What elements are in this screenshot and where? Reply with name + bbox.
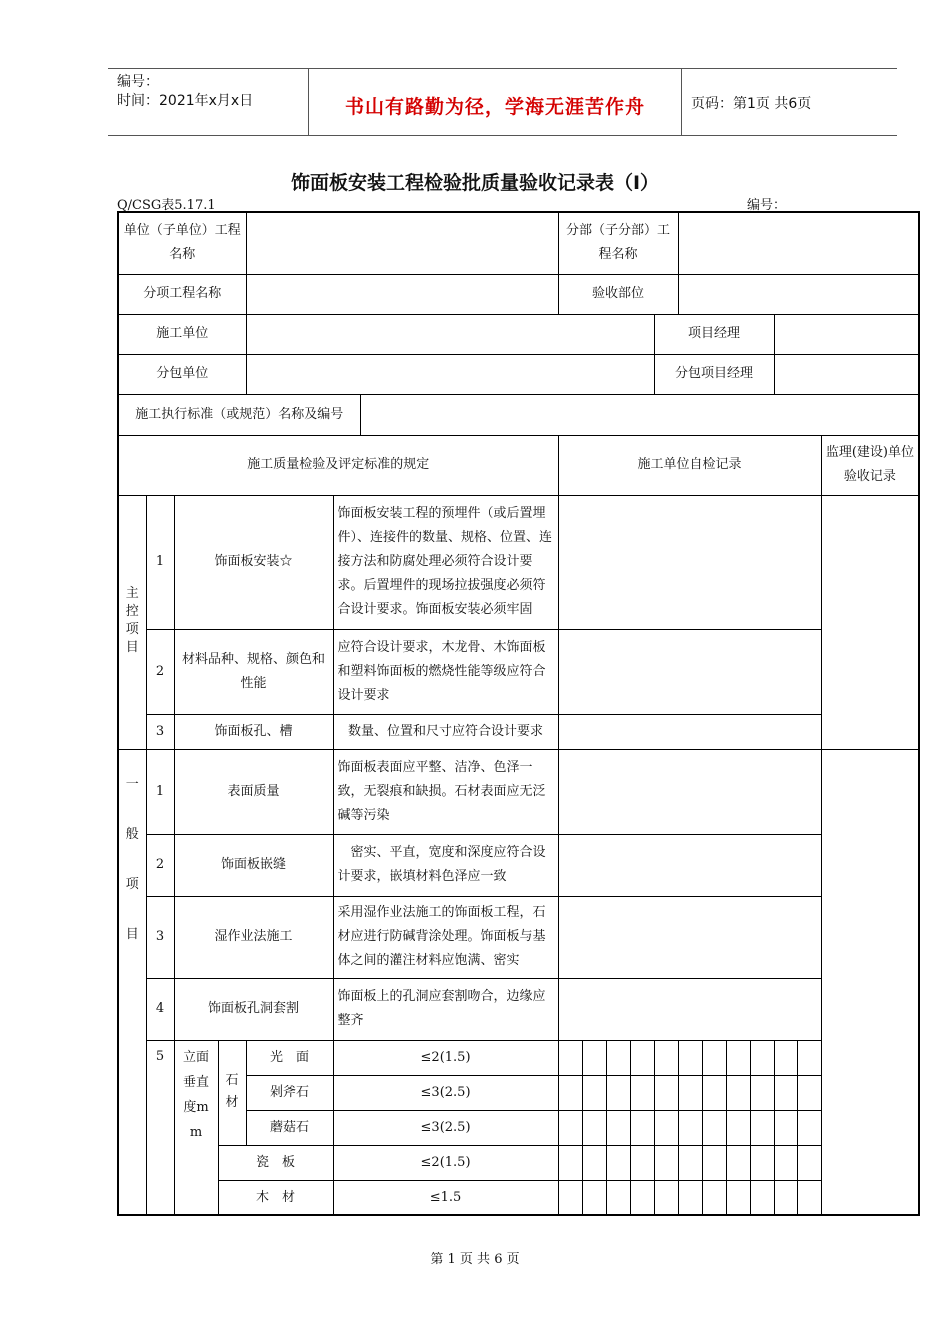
measure-cell[interactable]	[630, 1075, 654, 1110]
item-number: 3	[146, 896, 174, 978]
measure-cell[interactable]	[630, 1040, 654, 1075]
sub-pm-value[interactable]	[774, 354, 919, 394]
tolerance-limit: ≤3(2.5)	[333, 1075, 558, 1110]
item-number: 1	[146, 749, 174, 834]
header-top-rule	[108, 68, 897, 69]
supervisor-header: 监理(建设)单位验收记录	[821, 435, 919, 495]
measure-cell[interactable]	[774, 1110, 797, 1145]
measure-cell[interactable]	[654, 1180, 678, 1215]
self-check-cell[interactable]	[558, 749, 821, 834]
measure-cell[interactable]	[558, 1110, 582, 1145]
measure-cell[interactable]	[606, 1110, 630, 1145]
form-code: Q/CSG表5.17.1	[117, 198, 216, 213]
measure-cell[interactable]	[750, 1145, 774, 1180]
measure-cell[interactable]	[774, 1180, 797, 1215]
measure-cell[interactable]	[797, 1040, 821, 1075]
measure-cell[interactable]	[702, 1075, 726, 1110]
item-name-value[interactable]	[246, 274, 558, 314]
self-check-cell[interactable]	[558, 629, 821, 714]
accept-part-label: 验收部位	[558, 274, 678, 314]
main-items-label: 主控项目	[118, 495, 146, 749]
measure-cell[interactable]	[678, 1145, 702, 1180]
measure-cell[interactable]	[726, 1110, 750, 1145]
measure-cell[interactable]	[774, 1040, 797, 1075]
self-check-cell[interactable]	[558, 896, 821, 978]
measure-cell[interactable]	[750, 1180, 774, 1215]
item-requirement: 饰面板表面应平整、洁净、色泽一致，无裂痕和缺损。石材表面应无泛碱等污染	[333, 749, 558, 834]
supervisor-cell[interactable]	[821, 749, 919, 1215]
measure-cell[interactable]	[726, 1040, 750, 1075]
measure-cell[interactable]	[582, 1180, 606, 1215]
tolerance-label: 木 材	[218, 1180, 333, 1215]
self-check-cell[interactable]	[558, 714, 821, 749]
header-bottom-rule	[108, 135, 897, 136]
page-info: 页码：第1页 共6页	[691, 96, 812, 112]
measure-cell[interactable]	[678, 1075, 702, 1110]
item-name-label: 分项工程名称	[118, 274, 246, 314]
item-number: 2	[146, 629, 174, 714]
measure-cell[interactable]	[654, 1110, 678, 1145]
item-requirement: 密实、平直，宽度和深度应符合设计要求，嵌填材料色泽应一致	[333, 834, 558, 896]
pm-value[interactable]	[774, 314, 919, 354]
measure-cell[interactable]	[726, 1075, 750, 1110]
verticality-label: 立面垂直度mm	[174, 1040, 218, 1215]
item-name: 饰面板孔、槽	[174, 714, 333, 749]
measure-cell[interactable]	[678, 1110, 702, 1145]
measure-cell[interactable]	[606, 1040, 630, 1075]
general-items-label: 一般项目	[118, 749, 146, 1215]
self-check-cell[interactable]	[558, 495, 821, 629]
item-name: 湿作业法施工	[174, 896, 333, 978]
subcontractor-label: 分包单位	[118, 354, 246, 394]
measure-cell[interactable]	[726, 1180, 750, 1215]
item-number: 4	[146, 978, 174, 1040]
item-number: 1	[146, 495, 174, 629]
self-check-header: 施工单位自检记录	[558, 435, 821, 495]
sub-name-label: 分部（子分部）工程名称	[558, 212, 678, 274]
measure-cell[interactable]	[558, 1180, 582, 1215]
measure-cell[interactable]	[774, 1075, 797, 1110]
tolerance-label: 瓷 板	[218, 1145, 333, 1180]
measure-cell[interactable]	[797, 1145, 821, 1180]
item-requirement: 饰面板上的孔洞应套割吻合，边缘应整齐	[333, 978, 558, 1040]
measure-cell[interactable]	[702, 1145, 726, 1180]
subcontractor-value[interactable]	[246, 354, 654, 394]
measure-cell[interactable]	[630, 1180, 654, 1215]
tolerance-label: 光 面	[246, 1040, 333, 1075]
measure-cell[interactable]	[582, 1040, 606, 1075]
sub-pm-label: 分包项目经理	[654, 354, 774, 394]
tolerance-limit: ≤2(1.5)	[333, 1040, 558, 1075]
measure-cell[interactable]	[750, 1110, 774, 1145]
item-name: 饰面板孔洞套割	[174, 978, 333, 1040]
measure-cell[interactable]	[797, 1075, 821, 1110]
measure-cell[interactable]	[654, 1040, 678, 1075]
measure-cell[interactable]	[558, 1145, 582, 1180]
measure-cell[interactable]	[558, 1040, 582, 1075]
item-requirement: 采用湿作业法施工的饰面板工程，石材应进行防碱背涂处理。饰面板与基体之间的灌注材料应饱满、密实	[333, 896, 558, 978]
measure-cell[interactable]	[558, 1075, 582, 1110]
sub-name-value[interactable]	[678, 212, 919, 274]
builder-label: 施工单位	[118, 314, 246, 354]
builder-value[interactable]	[246, 314, 654, 354]
standard-label: 施工执行标准（或规范）名称及编号	[118, 394, 360, 435]
item-requirement: 数量、位置和尺寸应符合设计要求	[333, 714, 558, 749]
time-label: 时间：2021年x月x日	[117, 93, 254, 109]
measure-cell[interactable]	[606, 1180, 630, 1215]
standard-value[interactable]	[360, 394, 919, 435]
acceptance-table	[117, 211, 920, 1216]
measure-cell[interactable]	[630, 1145, 654, 1180]
item-name: 饰面板嵌缝	[174, 834, 333, 896]
measure-cell[interactable]	[582, 1110, 606, 1145]
measure-cell[interactable]	[797, 1110, 821, 1145]
item-number: 2	[146, 834, 174, 896]
measure-cell[interactable]	[702, 1180, 726, 1215]
stone-label: 石材	[218, 1040, 246, 1145]
motto: 书山有路勤为径，学海无涯苦作舟	[344, 96, 645, 118]
rules-header: 施工质量检验及评定标准的规定	[118, 435, 558, 495]
number-label: 编号：	[747, 198, 787, 213]
measure-cell[interactable]	[774, 1145, 797, 1180]
tolerance-label: 蘑菇石	[246, 1110, 333, 1145]
item-name: 饰面板安装☆	[174, 495, 333, 629]
unit-name-value[interactable]	[246, 212, 558, 274]
item-name: 表面质量	[174, 749, 333, 834]
self-check-cell[interactable]	[558, 834, 821, 896]
item-number: 5	[146, 1040, 174, 1215]
measure-cell[interactable]	[630, 1110, 654, 1145]
tolerance-limit: ≤3(2.5)	[333, 1110, 558, 1145]
measure-cell[interactable]	[582, 1075, 606, 1110]
item-requirement: 饰面板安装工程的预埋件（或后置埋件）、连接件的数量、规格、位置、连接方法和防腐处理必须符合设计要求。后置埋件的现场拉拔强度必须符合设计要求。饰面板安装必须牢固	[333, 495, 558, 629]
page-footer: 第 1 页 共 6 页	[430, 1252, 520, 1267]
measure-cell[interactable]	[678, 1180, 702, 1215]
page-title: 饰面板安装工程检验批质量验收记录表（Ⅰ）	[290, 172, 660, 194]
measure-cell[interactable]	[797, 1180, 821, 1215]
measure-cell[interactable]	[654, 1145, 678, 1180]
measure-cell[interactable]	[678, 1040, 702, 1075]
measure-cell[interactable]	[726, 1145, 750, 1180]
header-divider	[681, 68, 682, 135]
tolerance-limit: ≤1.5	[333, 1180, 558, 1215]
unit-name-label: 单位（子单位）工程名称	[118, 212, 246, 274]
item-number: 3	[146, 714, 174, 749]
measure-cell[interactable]	[750, 1075, 774, 1110]
measure-cell[interactable]	[702, 1040, 726, 1075]
accept-part-value[interactable]	[678, 274, 919, 314]
measure-cell[interactable]	[702, 1110, 726, 1145]
self-check-cell[interactable]	[558, 978, 821, 1040]
code-label: 编号：	[117, 74, 159, 90]
measure-cell[interactable]	[750, 1040, 774, 1075]
tolerance-limit: ≤2(1.5)	[333, 1145, 558, 1180]
measure-cell[interactable]	[582, 1145, 606, 1180]
pm-label: 项目经理	[654, 314, 774, 354]
item-requirement: 应符合设计要求，木龙骨、木饰面板和塑料饰面板的燃烧性能等级应符合设计要求	[333, 629, 558, 714]
measure-cell[interactable]	[606, 1075, 630, 1110]
item-name: 材料品种、规格、颜色和性能	[174, 629, 333, 714]
tolerance-label: 剁斧石	[246, 1075, 333, 1110]
supervisor-cell[interactable]	[821, 495, 919, 749]
measure-cell[interactable]	[606, 1145, 630, 1180]
measure-cell[interactable]	[654, 1075, 678, 1110]
